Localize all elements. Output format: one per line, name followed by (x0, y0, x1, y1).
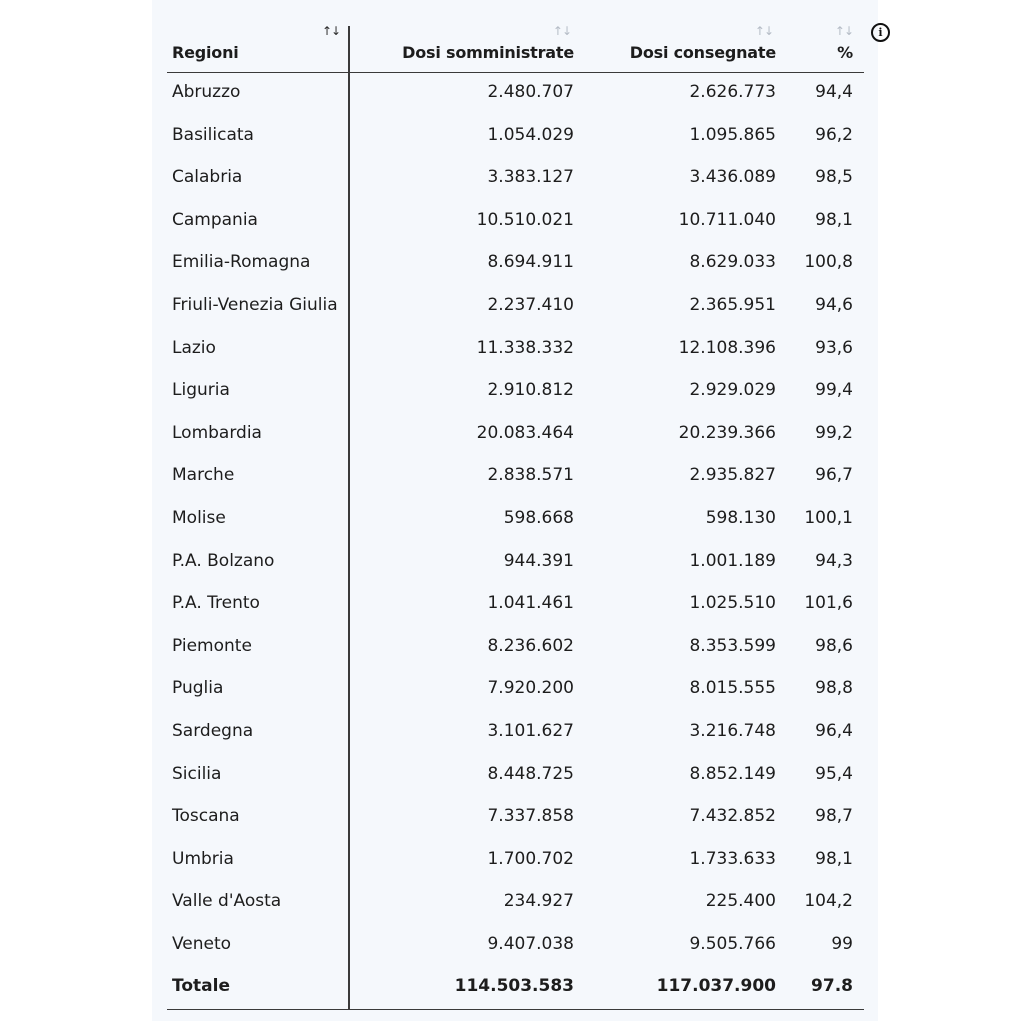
region-cell: Toscana (172, 806, 240, 827)
dosi-consegnate-cell: 2.935.827 (689, 465, 776, 486)
dosi-somministrate-cell: 1.700.702 (487, 848, 574, 869)
dosi-somministrate-cell: 10.510.021 (476, 209, 574, 230)
percent-cell: 99 (831, 933, 853, 954)
table-row (167, 668, 864, 711)
dosi-somministrate-cell: 8.448.725 (487, 763, 574, 784)
percent-cell: 93,6 (815, 337, 853, 358)
dosi-somministrate-cell: 20.083.464 (476, 422, 574, 443)
data-table (167, 20, 864, 73)
dosi-somministrate-cell: 944.391 (503, 550, 574, 571)
percent-cell: 94,6 (815, 294, 853, 315)
table-row (167, 115, 864, 158)
dosi-consegnate-cell: 10.711.040 (678, 209, 776, 230)
percent-cell: 96,4 (815, 720, 853, 741)
total-percent-cell: 97.8 (811, 976, 853, 997)
region-cell: Puglia (172, 678, 224, 699)
region-cell: Sicilia (172, 763, 222, 784)
dosi-somministrate-cell: 2.838.571 (487, 465, 574, 486)
header-label: Regioni (172, 43, 239, 62)
table-row (167, 711, 864, 754)
region-cell: Piemonte (172, 635, 252, 656)
dosi-somministrate-cell: 2.910.812 (487, 380, 574, 401)
dosi-somministrate-cell: 3.101.627 (487, 720, 574, 741)
region-cell: Emilia-Romagna (172, 252, 311, 273)
table-header (167, 20, 864, 73)
percent-cell: 96,2 (815, 124, 853, 145)
region-cell: Abruzzo (172, 82, 241, 102)
region-cell: Basilicata (172, 124, 254, 145)
header-dosi-consegnate[interactable] (582, 20, 776, 72)
percent-cell: 104,2 (804, 891, 853, 912)
percent-cell: 98,8 (815, 678, 853, 699)
region-cell: Lombardia (172, 422, 262, 443)
table-row (167, 200, 864, 243)
total-row (167, 966, 864, 1010)
total-somministrate-cell: 114.503.583 (454, 976, 574, 997)
dosi-somministrate-cell: 2.237.410 (487, 294, 574, 315)
region-cell: Friuli-Venezia Giulia (172, 294, 338, 315)
table-row (167, 72, 864, 115)
percent-cell: 99,4 (815, 380, 853, 401)
region-cell: Valle d'Aosta (172, 891, 282, 912)
percent-cell: 101,6 (804, 593, 853, 614)
table-row (167, 498, 864, 541)
table-row (167, 413, 864, 456)
dosi-somministrate-cell: 598.668 (503, 507, 574, 528)
percent-cell: 100,8 (804, 252, 853, 273)
dosi-consegnate-cell: 8.852.149 (689, 763, 776, 784)
total-consegnate-cell: 117.037.900 (656, 976, 776, 997)
dosi-somministrate-cell: 3.383.127 (487, 167, 574, 188)
table-row (167, 157, 864, 200)
dosi-somministrate-cell: 9.407.038 (487, 933, 574, 954)
region-cell: Molise (172, 507, 226, 528)
table-row (167, 626, 864, 669)
region-cell: Calabria (172, 167, 243, 188)
dosi-somministrate-cell: 1.041.461 (487, 593, 574, 614)
dosi-somministrate-cell: 8.236.602 (487, 635, 574, 656)
dosi-somministrate-cell: 2.480.707 (487, 82, 574, 102)
percent-cell: 98,7 (815, 806, 853, 827)
percent-cell: 99,2 (815, 422, 853, 443)
sort-arrows-icon[interactable]: ↑↓ (322, 24, 341, 38)
table-row (167, 455, 864, 498)
table-row (167, 583, 864, 626)
header-label: % (837, 43, 853, 62)
sort-arrows-icon[interactable]: ↑↓ (834, 24, 853, 38)
percent-cell: 98,1 (815, 848, 853, 869)
percent-cell: 98,6 (815, 635, 853, 656)
dosi-consegnate-cell: 3.216.748 (689, 720, 776, 741)
table-row (167, 370, 864, 413)
table-row (167, 839, 864, 882)
sort-arrows-icon[interactable]: ↑↓ (754, 24, 773, 38)
dosi-somministrate-cell: 7.920.200 (487, 678, 574, 699)
header-dosi-somministrate[interactable] (352, 20, 574, 72)
dosi-consegnate-cell: 2.365.951 (689, 294, 776, 315)
dosi-consegnate-cell: 9.505.766 (689, 933, 776, 954)
region-cell: Umbria (172, 848, 234, 869)
percent-cell: 98,1 (815, 209, 853, 230)
dosi-consegnate-cell: 1.095.865 (689, 124, 776, 145)
dosi-somministrate-cell: 7.337.858 (487, 806, 574, 827)
percent-cell: 95,4 (815, 763, 853, 784)
dosi-consegnate-cell: 8.353.599 (689, 635, 776, 656)
dosi-consegnate-cell: 1.001.189 (689, 550, 776, 571)
region-cell: Liguria (172, 380, 230, 401)
region-cell: Campania (172, 209, 258, 230)
total-label: Totale (172, 976, 230, 997)
table-row (167, 796, 864, 839)
dosi-consegnate-cell: 7.432.852 (689, 806, 776, 827)
table-row (167, 924, 864, 967)
percent-cell: 98,5 (815, 167, 853, 188)
table-body (167, 72, 864, 1010)
percent-cell: 96,7 (815, 465, 853, 486)
header-percent[interactable] (784, 20, 853, 72)
percent-cell: 94,3 (815, 550, 853, 571)
region-cell: Sardegna (172, 720, 254, 741)
dosi-consegnate-cell: 225.400 (705, 891, 776, 912)
sort-arrows-icon[interactable]: ↑↓ (552, 24, 571, 38)
dosi-consegnate-cell: 2.626.773 (689, 82, 776, 102)
dosi-consegnate-cell: 2.929.029 (689, 380, 776, 401)
dosi-consegnate-cell: 8.629.033 (689, 252, 776, 273)
table-row (167, 285, 864, 328)
region-cell: Lazio (172, 337, 216, 358)
table-row (167, 242, 864, 285)
dosi-somministrate-cell: 8.694.911 (487, 252, 574, 273)
dosi-consegnate-cell: 8.015.555 (689, 678, 776, 699)
header-regioni[interactable] (172, 20, 344, 72)
header-label: Dosi somministrate (402, 43, 574, 62)
percent-cell: 94,4 (815, 82, 853, 102)
region-cell: Veneto (172, 933, 232, 954)
table-row (167, 881, 864, 924)
table-row (167, 541, 864, 584)
dosi-somministrate-cell: 234.927 (503, 891, 574, 912)
percent-cell: 100,1 (804, 507, 853, 528)
dosi-consegnate-cell: 1.733.633 (689, 848, 776, 869)
dosi-somministrate-cell: 11.338.332 (476, 337, 574, 358)
dosi-consegnate-cell: 1.025.510 (689, 593, 776, 614)
header-label: Dosi consegnate (629, 43, 776, 62)
region-cell: Marche (172, 465, 235, 486)
dosi-somministrate-cell: 1.054.029 (487, 124, 574, 145)
table-row (167, 328, 864, 371)
dosi-consegnate-cell: 598.130 (705, 507, 776, 528)
dosi-consegnate-cell: 20.239.366 (678, 422, 776, 443)
dosi-consegnate-cell: 3.436.089 (689, 167, 776, 188)
info-icon[interactable]: i (871, 23, 890, 42)
region-cell: P.A. Bolzano (172, 550, 275, 571)
dosi-consegnate-cell: 12.108.396 (678, 337, 776, 358)
region-cell: P.A. Trento (172, 593, 260, 614)
table-row (167, 754, 864, 797)
